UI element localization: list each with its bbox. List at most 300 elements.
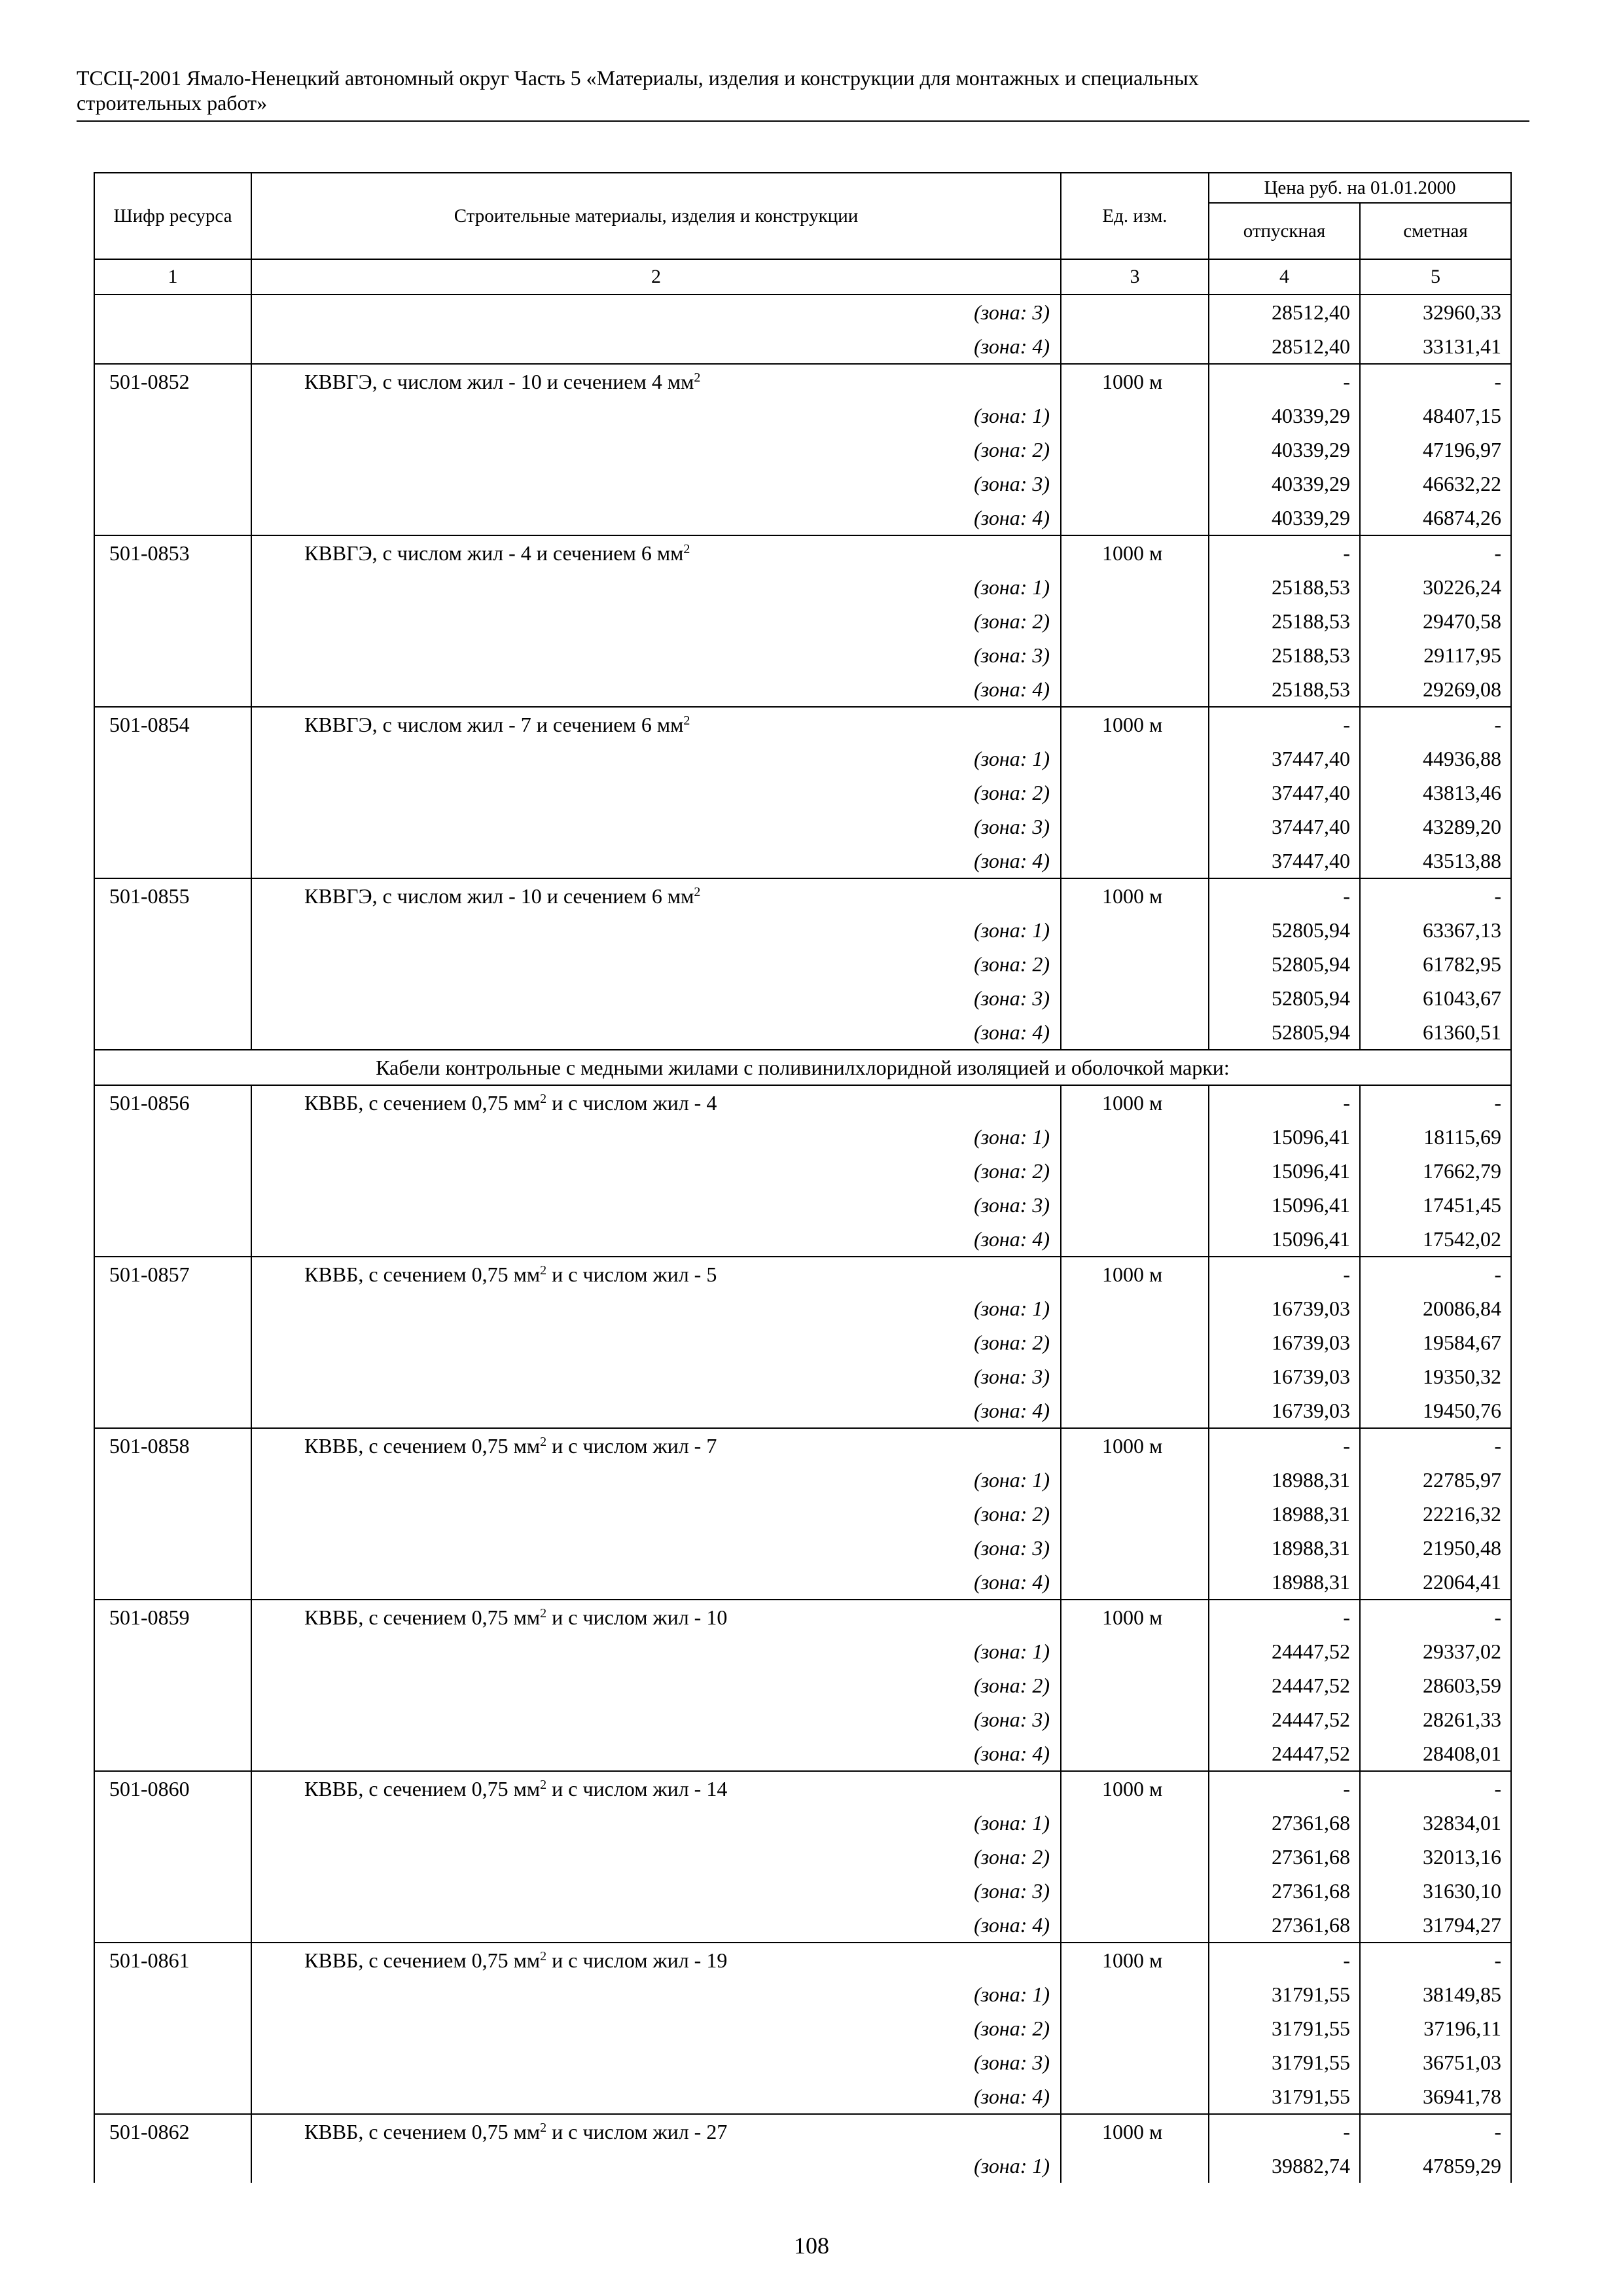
unit-of-measure: 1000 м: [1061, 364, 1209, 399]
release-price: 18988,31: [1209, 1531, 1360, 1565]
estimate-price: -: [1360, 1257, 1511, 1291]
release-price: -: [1209, 1257, 1360, 1291]
material-name-tail: и с числом жил - 19: [546, 1948, 728, 1972]
unit-empty: [1061, 1736, 1209, 1771]
unit-empty: [1061, 1154, 1209, 1188]
estimate-price: 32834,01: [1360, 1806, 1511, 1840]
resource-code: 501-0862: [94, 2114, 251, 2149]
price-table: [94, 172, 1512, 2183]
material-name: [251, 1600, 1061, 1634]
zone-row: [94, 1154, 1511, 1188]
unit-empty: [1061, 1497, 1209, 1531]
material-name-text: КВВБ, с сечением 0,75 мм: [304, 1091, 541, 1115]
estimate-price: 22216,32: [1360, 1497, 1511, 1531]
release-price: 16739,03: [1209, 1393, 1360, 1428]
unit-superscript: 2: [694, 885, 701, 899]
table-row: [94, 707, 1511, 742]
resource-code: 501-0856: [94, 1085, 251, 1120]
header-price-group: Цена руб. на 01.01.2000: [1209, 173, 1511, 203]
header-code: Шифр ресурса: [94, 173, 251, 259]
material-name-text: КВВГЭ, с числом жил - 7 и сечением 6 мм: [304, 713, 684, 736]
resource-code: 501-0852: [94, 364, 251, 399]
unit-empty: [1061, 570, 1209, 604]
estimate-price: -: [1360, 1085, 1511, 1120]
unit-superscript: 2: [540, 1778, 547, 1792]
unit-empty: [1061, 467, 1209, 501]
release-price: 25188,53: [1209, 672, 1360, 707]
zone-label: (зона: 4): [251, 844, 1061, 878]
zone-row: [94, 810, 1511, 844]
zone-row: [94, 1393, 1511, 1428]
unit-empty: [1061, 1668, 1209, 1702]
release-price: -: [1209, 878, 1360, 913]
zone-row: [94, 1120, 1511, 1154]
material-name-tail: и с числом жил - 5: [546, 1263, 717, 1286]
unit-superscript: 2: [540, 1092, 547, 1106]
zone-row: [94, 844, 1511, 878]
unit-empty: [1061, 810, 1209, 844]
estimate-price: 28408,01: [1360, 1736, 1511, 1771]
zone-label: (зона: 1): [251, 1463, 1061, 1497]
release-price: 40339,29: [1209, 433, 1360, 467]
estimate-price: 36941,78: [1360, 2079, 1511, 2114]
zone-label: (зона: 3): [251, 981, 1061, 1015]
estimate-price: -: [1360, 364, 1511, 399]
release-price: 31791,55: [1209, 1977, 1360, 2011]
zone-label: (зона: 2): [251, 2011, 1061, 2045]
header-release-price: отпускная: [1209, 203, 1360, 259]
release-price: 31791,55: [1209, 2011, 1360, 2045]
release-price: 52805,94: [1209, 981, 1360, 1015]
unit-empty: [1061, 1222, 1209, 1257]
zone-row: [94, 1565, 1511, 1600]
zone-label: (зона: 3): [251, 1188, 1061, 1222]
release-price: 18988,31: [1209, 1497, 1360, 1531]
zone-row: [94, 742, 1511, 776]
zone-label: (зона: 4): [251, 1222, 1061, 1257]
estimate-price: 61360,51: [1360, 1015, 1511, 1050]
unit-empty: [1061, 672, 1209, 707]
release-price: 18988,31: [1209, 1463, 1360, 1497]
resource-code-empty: [94, 1977, 251, 2011]
unit-superscript: 2: [540, 1949, 547, 1964]
column-number-2: 2: [251, 259, 1061, 295]
unit-empty: [1061, 1120, 1209, 1154]
estimate-price: -: [1360, 878, 1511, 913]
zone-label: (зона: 2): [251, 1840, 1061, 1874]
material-name-tail: и с числом жил - 4: [546, 1091, 717, 1115]
resource-code-empty: [94, 1120, 251, 1154]
zone-row: [94, 1497, 1511, 1531]
release-price: -: [1209, 1085, 1360, 1120]
material-name-text: КВВГЭ, с числом жил - 4 и сечением 6 мм: [304, 541, 684, 565]
zone-label: (зона: 2): [251, 1325, 1061, 1359]
release-price: 15096,41: [1209, 1222, 1360, 1257]
estimate-price: -: [1360, 1943, 1511, 1977]
zone-row: [94, 638, 1511, 672]
zone-label: (зона: 1): [251, 913, 1061, 947]
estimate-price: 43513,88: [1360, 844, 1511, 878]
zone-row: [94, 2045, 1511, 2079]
material-name: [251, 2114, 1061, 2149]
zone-label: (зона: 2): [251, 1497, 1061, 1531]
unit-superscript: 2: [683, 713, 690, 728]
unit-empty: [1061, 2011, 1209, 2045]
resource-code-empty: [94, 810, 251, 844]
zone-label: (зона: 4): [251, 1736, 1061, 1771]
table-row: [94, 535, 1511, 570]
unit-empty: [1061, 1188, 1209, 1222]
resource-code-empty: [94, 329, 251, 364]
material-name: [251, 535, 1061, 570]
zone-label: (зона: 3): [251, 1874, 1061, 1908]
zone-row: [94, 501, 1511, 535]
material-name: [251, 1085, 1061, 1120]
estimate-price: 61043,67: [1360, 981, 1511, 1015]
resource-code-empty: [94, 981, 251, 1015]
unit-empty: [1061, 1806, 1209, 1840]
unit-empty: [1061, 1634, 1209, 1668]
resource-code-empty: [94, 1154, 251, 1188]
zone-row: [94, 1359, 1511, 1393]
zone-label: (зона: 2): [251, 776, 1061, 810]
estimate-price: 17662,79: [1360, 1154, 1511, 1188]
release-price: 28512,40: [1209, 295, 1360, 329]
resource-code-empty: [94, 742, 251, 776]
unit-of-measure: 1000 м: [1061, 1257, 1209, 1291]
unit-empty: [1061, 981, 1209, 1015]
estimate-price: 18115,69: [1360, 1120, 1511, 1154]
material-name-tail: и с числом жил - 27: [546, 2120, 728, 2144]
zone-label: (зона: 2): [251, 604, 1061, 638]
zone-row: [94, 1634, 1511, 1668]
unit-of-measure: 1000 м: [1061, 707, 1209, 742]
zone-label: (зона: 4): [251, 1393, 1061, 1428]
unit-of-measure: 1000 м: [1061, 878, 1209, 913]
release-price: 28512,40: [1209, 329, 1360, 364]
unit-of-measure: 1000 м: [1061, 1428, 1209, 1463]
material-name-text: КВВГЭ, с числом жил - 10 и сечением 6 мм: [304, 884, 694, 908]
table-row: [94, 1943, 1511, 1977]
resource-code-empty: [94, 570, 251, 604]
table-row: [94, 1600, 1511, 1634]
unit-empty: [1061, 1393, 1209, 1428]
zone-row: [94, 1668, 1511, 1702]
zone-row: [94, 1531, 1511, 1565]
release-price: 15096,41: [1209, 1154, 1360, 1188]
unit-empty: [1061, 2149, 1209, 2183]
unit-empty: [1061, 844, 1209, 878]
resource-code-empty: [94, 1736, 251, 1771]
release-price: 40339,29: [1209, 399, 1360, 433]
estimate-price: 48407,15: [1360, 399, 1511, 433]
estimate-price: 22064,41: [1360, 1565, 1511, 1600]
zone-row: [94, 1874, 1511, 1908]
release-price: 31791,55: [1209, 2045, 1360, 2079]
material-name-text: КВВБ, с сечением 0,75 мм: [304, 1434, 541, 1458]
estimate-price: -: [1360, 2114, 1511, 2149]
table-row: [94, 1257, 1511, 1291]
release-price: 52805,94: [1209, 947, 1360, 981]
unit-empty: [1061, 742, 1209, 776]
unit-superscript: 2: [540, 2121, 547, 2135]
zone-row: [94, 1702, 1511, 1736]
resource-code-empty: [94, 1463, 251, 1497]
resource-code-empty: [94, 638, 251, 672]
zone-row: [94, 467, 1511, 501]
resource-code-empty: [94, 1840, 251, 1874]
zone-row: [94, 1977, 1511, 2011]
estimate-price: 44936,88: [1360, 742, 1511, 776]
resource-code-empty: [94, 1291, 251, 1325]
table-row: [94, 1428, 1511, 1463]
material-name: [251, 878, 1061, 913]
zone-row: [94, 1908, 1511, 1943]
estimate-price: -: [1360, 707, 1511, 742]
estimate-price: 33131,41: [1360, 329, 1511, 364]
estimate-price: 30226,24: [1360, 570, 1511, 604]
zone-label: (зона: 2): [251, 433, 1061, 467]
resource-code-empty: [94, 1702, 251, 1736]
zone-row: [94, 433, 1511, 467]
material-name: [251, 1257, 1061, 1291]
unit-superscript: 2: [540, 1606, 547, 1621]
estimate-price: 63367,13: [1360, 913, 1511, 947]
resource-code-empty: [94, 467, 251, 501]
header-title-line-2: строительных работ»: [77, 91, 268, 115]
release-price: 24447,52: [1209, 1702, 1360, 1736]
zone-label: (зона: 3): [251, 1531, 1061, 1565]
unit-empty: [1061, 2079, 1209, 2114]
zone-label: (зона: 2): [251, 1668, 1061, 1702]
resource-code-empty: [94, 1531, 251, 1565]
header-name: Строительные материалы, изделия и конструкции: [251, 173, 1061, 259]
material-name-text: КВВБ, с сечением 0,75 мм: [304, 1777, 541, 1801]
unit-empty: [1061, 913, 1209, 947]
resource-code-empty: [94, 399, 251, 433]
zone-row: [94, 1015, 1511, 1050]
zone-label: (зона: 2): [251, 1154, 1061, 1188]
unit-empty: [1061, 1565, 1209, 1600]
resource-code-empty: [94, 501, 251, 535]
estimate-price: 17451,45: [1360, 1188, 1511, 1222]
zone-row: [94, 1806, 1511, 1840]
resource-code-empty: [94, 844, 251, 878]
estimate-price: 28261,33: [1360, 1702, 1511, 1736]
resource-code: 501-0854: [94, 707, 251, 742]
unit-empty: [1061, 501, 1209, 535]
release-price: 24447,52: [1209, 1634, 1360, 1668]
release-price: 25188,53: [1209, 570, 1360, 604]
estimate-price: -: [1360, 1600, 1511, 1634]
resource-code-empty: [94, 1497, 251, 1531]
unit-of-measure: 1000 м: [1061, 1085, 1209, 1120]
estimate-price: 61782,95: [1360, 947, 1511, 981]
estimate-price: 46632,22: [1360, 467, 1511, 501]
zone-label: (зона: 1): [251, 1291, 1061, 1325]
release-price: -: [1209, 707, 1360, 742]
unit-of-measure: 1000 м: [1061, 1771, 1209, 1806]
zone-label: (зона: 1): [251, 2149, 1061, 2183]
material-name: [251, 1943, 1061, 1977]
material-name-text: КВВБ, с сечением 0,75 мм: [304, 1605, 541, 1629]
unit-empty: [1061, 329, 1209, 364]
resource-code-empty: [94, 2011, 251, 2045]
release-price: 27361,68: [1209, 1840, 1360, 1874]
resource-code-empty: [94, 672, 251, 707]
estimate-price: 31630,10: [1360, 1874, 1511, 1908]
zone-label: (зона: 1): [251, 1634, 1061, 1668]
zone-row: [94, 604, 1511, 638]
release-price: 15096,41: [1209, 1120, 1360, 1154]
estimate-price: 47859,29: [1360, 2149, 1511, 2183]
section-row: [94, 1050, 1511, 1085]
zone-row: [94, 329, 1511, 364]
estimate-price: 38149,85: [1360, 1977, 1511, 2011]
zone-label: (зона: 3): [251, 295, 1061, 329]
estimate-price: 19450,76: [1360, 1393, 1511, 1428]
zone-label: (зона: 1): [251, 1806, 1061, 1840]
zone-label: (зона: 4): [251, 329, 1061, 364]
zone-label: (зона: 3): [251, 638, 1061, 672]
release-price: 25188,53: [1209, 638, 1360, 672]
unit-superscript: 2: [540, 1263, 547, 1278]
zone-label: (зона: 3): [251, 467, 1061, 501]
resource-code: 501-0858: [94, 1428, 251, 1463]
zone-label: (зона: 3): [251, 2045, 1061, 2079]
zone-label: (зона: 2): [251, 947, 1061, 981]
unit-empty: [1061, 1908, 1209, 1943]
column-number-4: 4: [1209, 259, 1360, 295]
zone-row: [94, 1325, 1511, 1359]
zone-row: [94, 1463, 1511, 1497]
resource-code-empty: [94, 913, 251, 947]
estimate-price: 29117,95: [1360, 638, 1511, 672]
estimate-price: 29470,58: [1360, 604, 1511, 638]
zone-label: (зона: 3): [251, 810, 1061, 844]
column-number-1: 1: [94, 259, 251, 295]
zone-label: (зона: 4): [251, 1565, 1061, 1600]
resource-code: 501-0857: [94, 1257, 251, 1291]
resource-code-empty: [94, 1874, 251, 1908]
unit-of-measure: 1000 м: [1061, 1600, 1209, 1634]
estimate-price: 37196,11: [1360, 2011, 1511, 2045]
release-price: 27361,68: [1209, 1908, 1360, 1943]
zone-row: [94, 2079, 1511, 2114]
column-number-5: 5: [1360, 259, 1511, 295]
unit-of-measure: 1000 м: [1061, 1943, 1209, 1977]
estimate-price: 43289,20: [1360, 810, 1511, 844]
release-price: 16739,03: [1209, 1359, 1360, 1393]
resource-code-empty: [94, 1668, 251, 1702]
zone-row: [94, 570, 1511, 604]
table-body: [94, 295, 1511, 2183]
resource-code-empty: [94, 1806, 251, 1840]
resource-code-empty: [94, 1908, 251, 1943]
page-number: 108: [794, 2233, 829, 2259]
material-name-text: КВВБ, с сечением 0,75 мм: [304, 1948, 541, 1972]
estimate-price: -: [1360, 535, 1511, 570]
unit-empty: [1061, 1702, 1209, 1736]
unit-empty: [1061, 776, 1209, 810]
estimate-price: 21950,48: [1360, 1531, 1511, 1565]
release-price: -: [1209, 535, 1360, 570]
zone-label: (зона: 4): [251, 2079, 1061, 2114]
unit-superscript: 2: [540, 1435, 547, 1449]
estimate-price: 19584,67: [1360, 1325, 1511, 1359]
table-row: [94, 1085, 1511, 1120]
estimate-price: 22785,97: [1360, 1463, 1511, 1497]
estimate-price: 31794,27: [1360, 1908, 1511, 1943]
resource-code-empty: [94, 2045, 251, 2079]
zone-row: [94, 2011, 1511, 2045]
material-name: [251, 1771, 1061, 1806]
unit-of-measure: 1000 м: [1061, 535, 1209, 570]
resource-code: 501-0859: [94, 1600, 251, 1634]
zone-row: [94, 399, 1511, 433]
zone-label: (зона: 3): [251, 1359, 1061, 1393]
material-name-tail: и с числом жил - 14: [546, 1777, 728, 1801]
resource-code-empty: [94, 604, 251, 638]
release-price: 16739,03: [1209, 1291, 1360, 1325]
header-rule: [77, 120, 1529, 122]
zone-row: [94, 913, 1511, 947]
material-name: [251, 707, 1061, 742]
table-row: [94, 2114, 1511, 2149]
resource-code-empty: [94, 1393, 251, 1428]
release-price: 37447,40: [1209, 810, 1360, 844]
resource-code-empty: [94, 1359, 251, 1393]
release-price: 24447,52: [1209, 1736, 1360, 1771]
zone-row: [94, 2149, 1511, 2183]
unit-empty: [1061, 295, 1209, 329]
release-price: 52805,94: [1209, 1015, 1360, 1050]
unit-empty: [1061, 1977, 1209, 2011]
zone-row: [94, 1222, 1511, 1257]
material-name: [251, 1428, 1061, 1463]
unit-empty: [1061, 1325, 1209, 1359]
zone-label: (зона: 4): [251, 1908, 1061, 1943]
estimate-price: 29337,02: [1360, 1634, 1511, 1668]
release-price: 40339,29: [1209, 501, 1360, 535]
estimate-price: 17542,02: [1360, 1222, 1511, 1257]
zone-row: [94, 981, 1511, 1015]
unit-empty: [1061, 1359, 1209, 1393]
column-number-3: 3: [1061, 259, 1209, 295]
section-title: Кабели контрольные с медными жилами с поливинилхлоридной изоляцией и оболочкой марки:: [94, 1050, 1511, 1085]
release-price: -: [1209, 2114, 1360, 2149]
unit-empty: [1061, 2045, 1209, 2079]
resource-code-empty: [94, 1188, 251, 1222]
zone-label: (зона: 1): [251, 570, 1061, 604]
estimate-price: 29269,08: [1360, 672, 1511, 707]
release-price: 37447,40: [1209, 742, 1360, 776]
header-unit: Ед. изм.: [1061, 173, 1209, 259]
zone-label: (зона: 4): [251, 501, 1061, 535]
resource-code-empty: [94, 776, 251, 810]
release-price: -: [1209, 1600, 1360, 1634]
zone-row: [94, 1291, 1511, 1325]
estimate-price: -: [1360, 1771, 1511, 1806]
table-row: [94, 364, 1511, 399]
estimate-price: 47196,97: [1360, 433, 1511, 467]
estimate-price: 43813,46: [1360, 776, 1511, 810]
release-price: -: [1209, 364, 1360, 399]
zone-label: (зона: 1): [251, 742, 1061, 776]
resource-code-empty: [94, 1325, 251, 1359]
release-price: 18988,31: [1209, 1565, 1360, 1600]
zone-row: [94, 672, 1511, 707]
